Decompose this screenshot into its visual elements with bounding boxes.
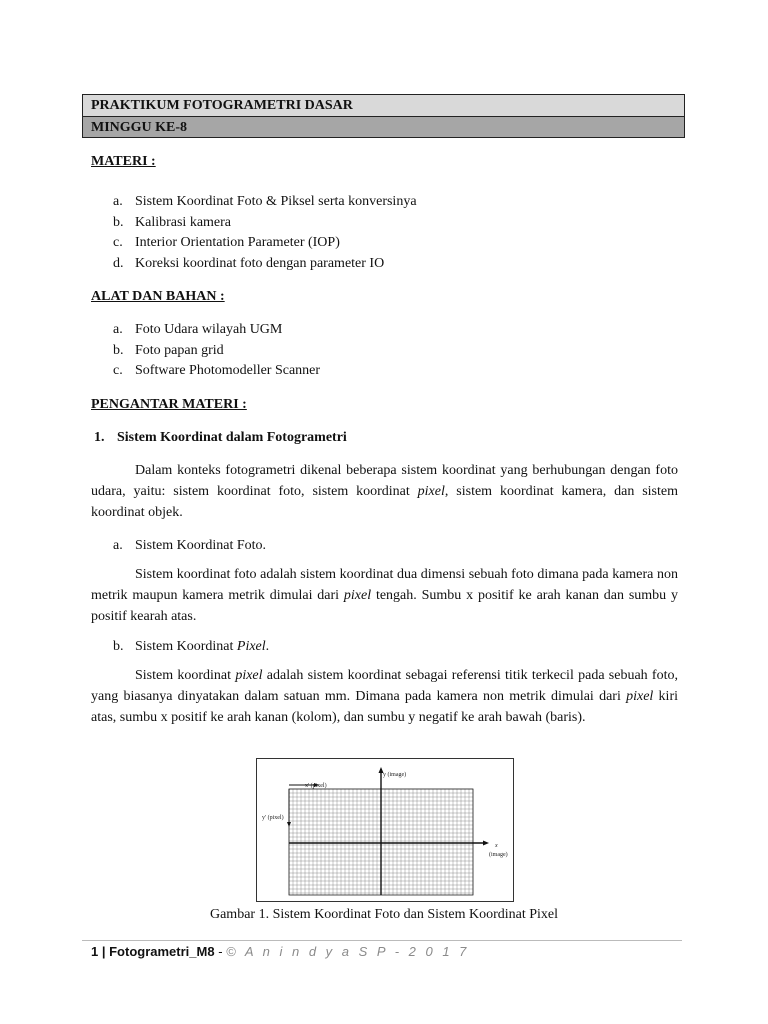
list-item: c. Interior Orientation Parameter (IOP) xyxy=(113,235,340,250)
alat-heading: ALAT DAN BAHAN : xyxy=(91,289,225,304)
alat-list xyxy=(113,320,320,382)
intro-paragraph: Dalam konteks fotogrametri dikenal beberapa sistem koordinat yang berhubungan dengan foto udara, yaitu: sistem koordinat foto, sistem koordinat pixel, sistem koordinat kamera, dan sistem koordinat objek. xyxy=(91,463,678,520)
header-week: MINGGU KE-8 xyxy=(83,116,684,137)
x-axis-arrow-icon xyxy=(483,841,489,846)
page-footer xyxy=(91,944,469,959)
coordinate-grid-diagram xyxy=(257,759,513,901)
list-item: a. Foto Udara wilayah UGM xyxy=(113,322,283,337)
figure-coordinate-system xyxy=(256,758,514,902)
footer-dash: - xyxy=(214,944,227,959)
page-number: 1 xyxy=(91,944,99,959)
label-x-image: (image) xyxy=(489,852,508,858)
header-table xyxy=(82,94,685,138)
footer-separator: | xyxy=(98,944,110,959)
materi-heading: MATERI : xyxy=(91,154,156,169)
list-item: c. Software Photomodeller Scanner xyxy=(113,363,321,378)
subsection-b-title: b. Sistem Koordinat Pixel. xyxy=(113,639,270,654)
list-item: a. Sistem Koordinat Foto & Piksel serta konversinya xyxy=(113,194,417,209)
subsection-a-title: a. Sistem Koordinat Foto. xyxy=(113,538,267,553)
label-y-image: y (image) xyxy=(383,772,407,778)
materi-list xyxy=(113,192,417,274)
label-x-pixel: x' (pixel) xyxy=(305,783,327,789)
footer-doc-name: Fotogrametri_M8 xyxy=(109,944,215,959)
subsection-b-paragraph: Sistem koordinat pixel adalah sistem koordinat sebagai referensi titik terkecil pada sebuah foto, yang biasanya dinyatakan dalam satuan mm. Dimana pada kamera non metrik dimulai dari pixel kiri atas, sumbu x positif ke arah kanan (kolom), dan sumbu y negatif ke arah bawah (baris). xyxy=(91,668,678,725)
footer-copyright: © A n i n d y a S P - 2 0 1 7 xyxy=(226,944,470,959)
header-title: PRAKTIKUM FOTOGRAMETRI DASAR xyxy=(83,95,684,116)
y-pixel-arrow-icon xyxy=(287,822,291,827)
list-item: b. Foto papan grid xyxy=(113,342,224,358)
pengantar-heading: PENGANTAR MATERI : xyxy=(91,397,247,412)
subsection-a-paragraph: Sistem koordinat foto adalah sistem koordinat dua dimensi sebuah foto dimana pada kamera non metrik maupun kamera metrik dimulai dari pixel tengah. Sumbu x positif ke arah kanan dan sumbu y positif kearah atas. xyxy=(91,567,678,624)
footer-divider xyxy=(82,940,682,941)
figure-caption: Gambar 1. Sistem Koordinat Foto dan Sistem Koordinat Pixel xyxy=(209,907,559,922)
label-x: x xyxy=(495,843,498,849)
section-1-title: 1. Sistem Koordinat dalam Fotogrametri xyxy=(94,430,347,445)
list-item: b. Kalibrasi kamera xyxy=(113,214,232,230)
list-item: d. Koreksi koordinat foto dengan parameter IO xyxy=(113,255,385,271)
label-y-pixel: y' (pixel) xyxy=(262,815,284,821)
